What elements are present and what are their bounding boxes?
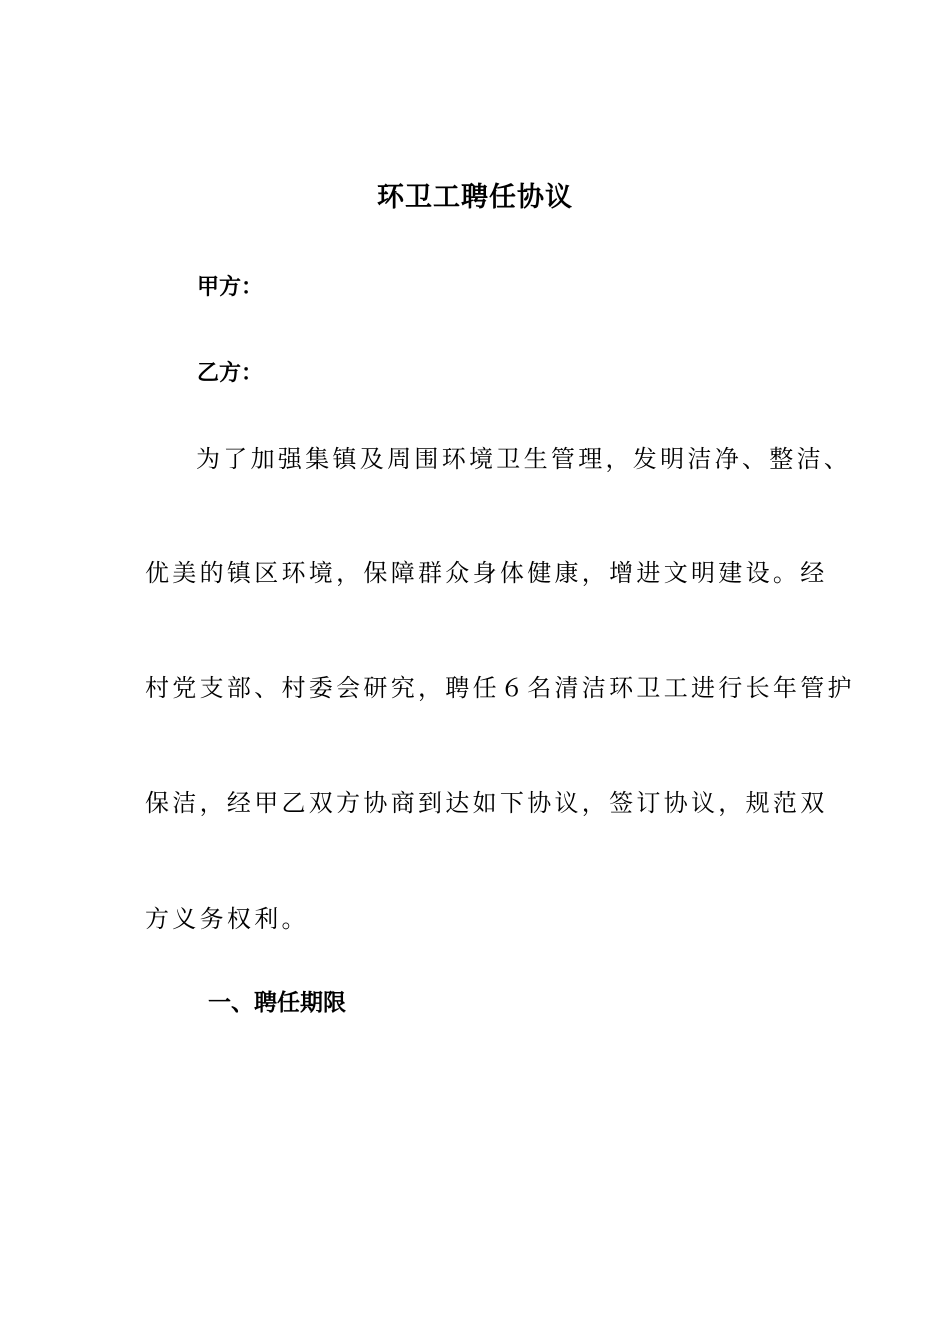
party-a-label: 甲方： [197,275,264,300]
paragraph-line: 为了加强集镇及周围环境卫生管理，发明洁净、整洁、 [196,445,852,473]
party-b-label: 乙方： [197,361,264,386]
paragraph-line: 方义务权利。 [145,905,309,933]
section-heading-term: 一、聘任期限 [208,990,346,1016]
paragraph-line: 优美的镇区环境，保障群众身体健康，增进文明建设。经 [145,559,828,587]
paragraph-line: 保洁，经甲乙双方协商到达如下协议，签订协议，规范双 [145,789,828,817]
paragraph-line: 村党支部、村委会研究，聘任６名清洁环卫工进行长年管护 [145,674,855,702]
document-title: 环卫工聘任协议 [377,182,573,213]
